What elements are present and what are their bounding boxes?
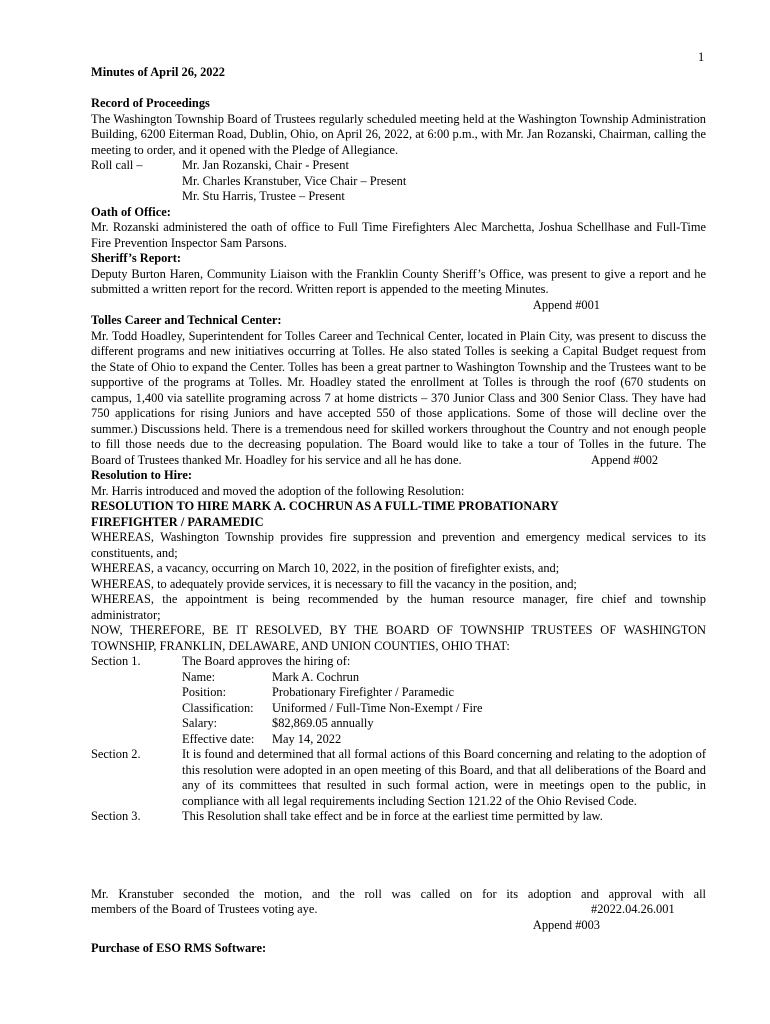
vote-line: Mr. Kranstuber seconded the motion, and the roll was called on for its adoption and approval with all [91, 886, 706, 901]
hire-detail [182, 701, 706, 717]
hire-detail [182, 732, 706, 748]
eso-heading: Purchase of ESO RMS Software: [91, 941, 267, 955]
page-number: 1 [698, 50, 705, 64]
append-label: Append #002 [591, 452, 659, 467]
tolles-closing: Board of Trustees thanked Mr. Hoadley for his service and all he has done. [91, 452, 462, 467]
minutes-document [91, 65, 706, 957]
hire-detail-key: Name: [182, 669, 216, 684]
whereas-clause: WHEREAS, a vacancy, occurring on March 10, 2022, in the position of firefighter exists, and; [91, 561, 560, 575]
hire-detail [182, 716, 706, 732]
hire-detail-key: Effective date: [182, 731, 255, 746]
tolles-text: Mr. Todd Hoadley, Superintendent for Tolles Career and Technical Center, located in Plain City, was present to discuss the different programs and new initiatives occurring at Tolles. He also stated Tolles is seeking a Capital Budget request from the State of Ohio to expand the Center. Tolles has been a great partner to Washington Township and the Trustees want to be supportive of the programs at Tolles. Mr. Hoadley stated the enrollment at Tolles is through the roof (670 students on campus, 1,400 via satellite programing across 7 at home districts – 370 Junior Class and 300 Senior Class. They have had 750 applications for rising Juniors and have accepted 550 of those applications. Some of those will decline over the summer.) Discussions held. There is a tremendous need for skilled workers throughout the Country and not enough people to fill those needs due to the decreasing population. The Board would like to take a tour of Tolles in the future. The [91, 328, 706, 451]
vote-text: members of the Board of Trustees voting aye. [91, 902, 318, 916]
roll-call-entry: Mr. Charles Kranstuber, Vice Chair – Present [182, 173, 407, 188]
section-text: It is found and determined that all formal actions of this Board concerning and relating to the adoption of this resolution were adopted in an open meeting of this Board, and that all deliberations of the Board and any of its committees that resulted in such formal action, were in meetings open to the public, in compliance with all legal requirements including Section 121.22 of the Ohio Revised Code. [182, 747, 706, 808]
oath-text: Mr. Rozanski administered the oath of office to Full Time Firefighters Alec Marchetta, Joshua Schellhase and Full-Time Fire Prevention Inspector Sam Parsons. [91, 220, 706, 250]
vote-line-2 [91, 902, 706, 918]
section-label: Section 1. [91, 654, 141, 668]
section-2 [91, 747, 706, 809]
roll-call-entry: Mr. Jan Rozanski, Chair - Present [182, 158, 349, 172]
resolution-title: RESOLUTION TO HIRE MARK A. COCHRUN AS A FULL-TIME PROBATIONARY FIREFIGHTER / PARAMEDIC [91, 499, 559, 529]
section-label: Section 2. [91, 747, 141, 761]
append-label: Append #001 [532, 297, 600, 312]
hire-detail [182, 685, 706, 701]
hire-detail-key: Salary: [182, 716, 218, 730]
sheriff-heading: Sheriff’s Report: [91, 251, 182, 265]
section-3 [91, 809, 706, 825]
resolution-number: #2022.04.26.001 [591, 902, 675, 916]
roll-call-label: Roll call – [91, 158, 143, 172]
hire-detail-value: May 14, 2022 [272, 731, 342, 746]
hire-detail [182, 670, 706, 686]
document-title: Minutes of April 26, 2022 [91, 65, 225, 79]
oath-heading: Oath of Office: [91, 204, 171, 219]
whereas-clause: WHEREAS, to adequately provide services, it is necessary to fill the vacancy in the position, and; [91, 576, 577, 591]
hire-detail-value: Mark A. Cochrun [272, 669, 360, 684]
record-heading: Record of Proceedings [91, 96, 210, 110]
section-text: The Board approves the hiring of: [182, 654, 351, 668]
hire-detail-value: $82,869.05 annually [272, 716, 374, 730]
sheriff-text: Deputy Burton Haren, Community Liaison with the Franklin County Sheriff’s Office, was present to give a report and he submitted a written report for the record. Written report is appended to the meeting Minutes. [91, 266, 706, 296]
tolles-last-line [91, 453, 706, 469]
section-1 [91, 654, 706, 747]
hire-detail-key: Position: [182, 685, 227, 699]
roll-call [91, 158, 706, 205]
resolution-heading: Resolution to Hire: [91, 468, 192, 482]
whereas-clause: WHEREAS, the appointment is being recommended by the human resource manager, fire chief and township administrator; [91, 592, 706, 622]
hire-detail-value: Probationary Firefighter / Paramedic [272, 685, 455, 699]
record-text: The Washington Township Board of Trustees regularly scheduled meeting held at the Washington Township Administration Building, 6200 Eiterman Road, Dublin, Ohio, on April 26, 2022, at 6:00 p.m., with Mr. Jan Rozanski, Chairman, calling the meeting to order, and it opened with the Pledge of Allegiance. [91, 111, 706, 157]
append-label: Append #003 [532, 917, 600, 932]
roll-call-entry: Mr. Stu Harris, Trustee – Present [182, 189, 345, 203]
resolution-intro: Mr. Harris introduced and moved the adoption of the following Resolution: [91, 483, 465, 498]
tolles-heading: Tolles Career and Technical Center: [91, 313, 282, 327]
whereas-clause: WHEREAS, Washington Township provides fire suppression and prevention and emergency medical services to its constituents, and; [91, 530, 706, 560]
now-therefore: NOW, THEREFORE, BE IT RESOLVED, BY THE BOARD OF TOWNSHIP TRUSTEES OF WASHINGTON TOWNSHIP, FRANKLIN, DELAWARE, AND UNION COUNTIES, OHIO THAT: [91, 623, 706, 653]
section-text: This Resolution shall take effect and be in force at the earliest time permitted by law. [182, 809, 603, 823]
hire-detail-value: Uniformed / Full-Time Non-Exempt / Fire [272, 700, 483, 715]
section-label: Section 3. [91, 809, 141, 823]
hire-detail-key: Classification: [182, 700, 254, 715]
